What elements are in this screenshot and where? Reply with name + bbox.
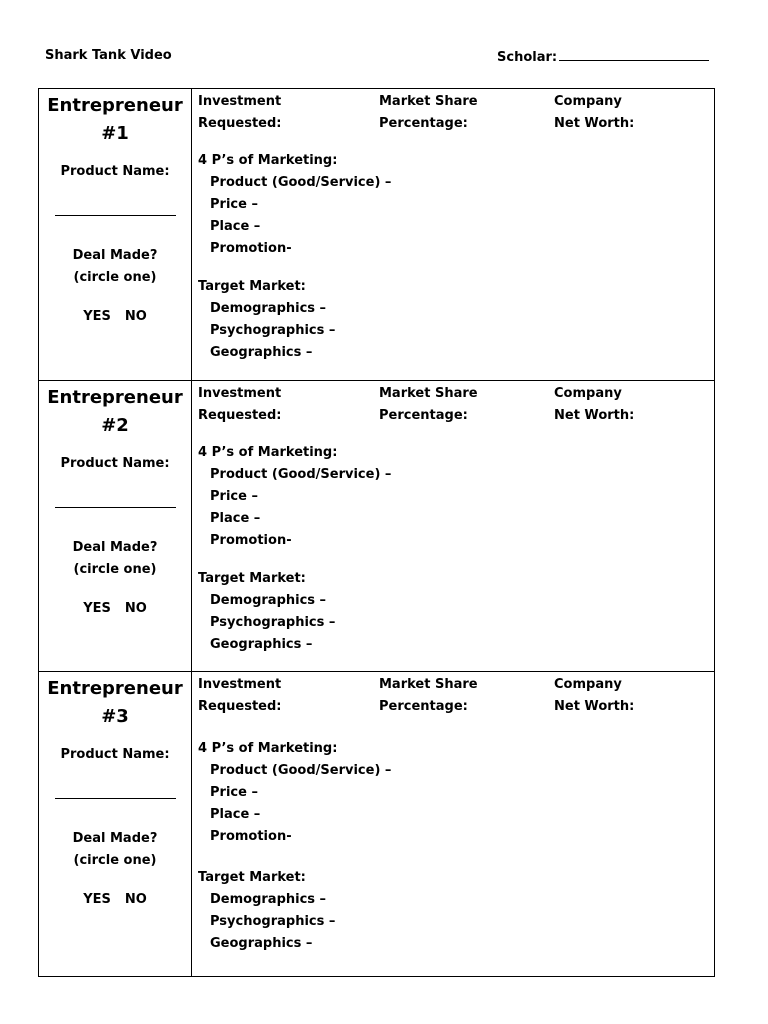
field-label-line: Percentage:	[379, 408, 468, 423]
target-market-section	[198, 867, 335, 955]
entrepreneur-title: Entrepreneur	[47, 678, 183, 699]
marketing-item-place: Place –	[210, 219, 261, 234]
marketing-section	[198, 442, 391, 552]
field-label-line: Requested:	[198, 699, 282, 714]
field-label-line: Market Share	[379, 386, 478, 401]
investment-requested-label	[198, 674, 281, 718]
field-label-line: Percentage:	[379, 116, 468, 131]
market-share-label	[379, 383, 478, 427]
marketing-item-place: Place –	[210, 511, 261, 526]
circle-one-label: (circle one)	[73, 562, 157, 577]
scholar-blank-line[interactable]	[559, 48, 709, 61]
field-label-line: Net Worth:	[554, 699, 635, 714]
no-option[interactable]: NO	[124, 892, 147, 907]
target-market-section	[198, 568, 335, 656]
field-label-line: Investment	[198, 386, 282, 401]
field-label-line: Requested:	[198, 116, 282, 131]
marketing-item-product: Product (Good/Service) –	[210, 467, 392, 482]
yes-option[interactable]: YES	[83, 892, 111, 907]
target-market-heading: Target Market:	[198, 870, 306, 885]
target-item-demographics: Demographics –	[210, 892, 327, 907]
entrepreneur-number: #3	[101, 706, 129, 727]
investment-requested-label	[198, 383, 281, 427]
marketing-item-price: Price –	[210, 785, 258, 800]
no-option[interactable]: NO	[124, 601, 147, 616]
field-label-line: Market Share	[379, 94, 478, 109]
deal-made-prompt	[39, 828, 191, 872]
marketing-item-promotion: Promotion-	[210, 241, 292, 256]
investment-requested-label	[198, 91, 281, 135]
field-label-line: Net Worth:	[554, 408, 635, 423]
target-market-heading: Target Market:	[198, 279, 306, 294]
scholar-field[interactable]	[497, 48, 709, 65]
deal-choice	[39, 601, 191, 616]
marketing-section	[198, 150, 391, 260]
document-title: Shark Tank Video	[45, 48, 172, 63]
marketing-section	[198, 738, 391, 848]
deal-made-prompt	[39, 245, 191, 289]
deal-made-label: Deal Made?	[72, 540, 158, 555]
entrepreneur-row	[39, 671, 714, 976]
target-market-heading: Target Market:	[198, 571, 306, 586]
entrepreneur-number: #1	[101, 123, 129, 144]
deal-choice	[39, 892, 191, 907]
entrepreneur-details-cell	[192, 89, 714, 380]
entrepreneur-summary-cell	[39, 672, 192, 976]
entrepreneur-summary-cell	[39, 381, 192, 671]
product-name-label: Product Name:	[60, 164, 170, 179]
target-item-demographics: Demographics –	[210, 593, 327, 608]
target-item-demographics: Demographics –	[210, 301, 327, 316]
market-share-label	[379, 91, 478, 135]
marketing-item-product: Product (Good/Service) –	[210, 175, 392, 190]
product-name-blank-line[interactable]	[55, 798, 176, 799]
field-label-line: Company	[554, 386, 622, 401]
entrepreneur-row	[39, 380, 714, 671]
circle-one-label: (circle one)	[73, 270, 157, 285]
field-label-line: Company	[554, 94, 622, 109]
product-name-blank-line[interactable]	[55, 507, 176, 508]
marketing-item-price: Price –	[210, 197, 258, 212]
marketing-item-price: Price –	[210, 489, 258, 504]
entrepreneur-table	[38, 88, 715, 977]
field-label-line: Net Worth:	[554, 116, 635, 131]
entrepreneur-summary-cell	[39, 89, 192, 380]
product-name-blank-line[interactable]	[55, 215, 176, 216]
net-worth-label	[554, 91, 634, 135]
entrepreneur-row	[39, 89, 714, 380]
yes-option[interactable]: YES	[83, 309, 111, 324]
target-item-psychographics: Psychographics –	[210, 323, 336, 338]
target-item-psychographics: Psychographics –	[210, 914, 336, 929]
target-item-geographics: Geographics –	[210, 345, 313, 360]
deal-choice	[39, 309, 191, 324]
net-worth-label	[554, 674, 634, 718]
financials	[198, 91, 714, 135]
marketing-heading: 4 P’s of Marketing:	[198, 445, 338, 460]
document-header	[45, 48, 705, 68]
net-worth-label	[554, 383, 634, 427]
target-item-psychographics: Psychographics –	[210, 615, 336, 630]
field-label-line: Market Share	[379, 677, 478, 692]
no-option[interactable]: NO	[124, 309, 147, 324]
marketing-heading: 4 P’s of Marketing:	[198, 153, 338, 168]
deal-made-label: Deal Made?	[72, 248, 158, 263]
circle-one-label: (circle one)	[73, 853, 157, 868]
deal-made-prompt	[39, 537, 191, 581]
marketing-heading: 4 P’s of Marketing:	[198, 741, 338, 756]
field-label-line: Percentage:	[379, 699, 468, 714]
yes-option[interactable]: YES	[83, 601, 111, 616]
financials	[198, 383, 714, 427]
entrepreneur-title: Entrepreneur	[47, 387, 183, 408]
marketing-item-promotion: Promotion-	[210, 829, 292, 844]
product-name-label: Product Name:	[60, 747, 170, 762]
field-label-line: Investment	[198, 94, 282, 109]
product-name-label: Product Name:	[60, 456, 170, 471]
scholar-label: Scholar:	[497, 50, 558, 65]
financials	[198, 674, 714, 718]
market-share-label	[379, 674, 478, 718]
field-label-line: Company	[554, 677, 622, 692]
marketing-item-place: Place –	[210, 807, 261, 822]
entrepreneur-details-cell	[192, 381, 714, 671]
marketing-item-product: Product (Good/Service) –	[210, 763, 392, 778]
entrepreneur-details-cell	[192, 672, 714, 976]
deal-made-label: Deal Made?	[72, 831, 158, 846]
target-item-geographics: Geographics –	[210, 936, 313, 951]
entrepreneur-title: Entrepreneur	[47, 95, 183, 116]
entrepreneur-number: #2	[101, 415, 129, 436]
field-label-line: Investment	[198, 677, 282, 692]
marketing-item-promotion: Promotion-	[210, 533, 292, 548]
field-label-line: Requested:	[198, 408, 282, 423]
target-market-section	[198, 276, 335, 364]
target-item-geographics: Geographics –	[210, 637, 313, 652]
